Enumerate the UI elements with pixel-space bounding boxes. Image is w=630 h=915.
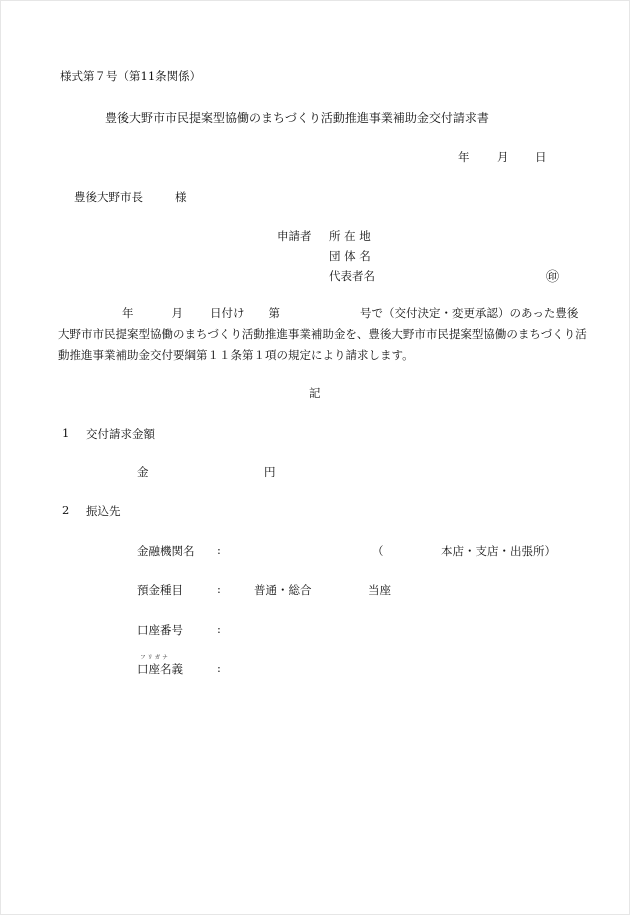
addressee-name: 豊後大野市長 — [74, 190, 143, 204]
section2-number: 2 — [62, 503, 70, 517]
body-month: 月 — [171, 306, 183, 320]
body-year: 年 — [122, 306, 134, 320]
body-text: 号で（交付決定・変更承認）のあった豊後大野市市民提案型協働のまちづくり活動推進事業補助金を、豊後大野市市民提案型協働のまちづくり活動推進事業補助金交付要綱第１１条第１項の規定により請求します。 — [58, 306, 587, 362]
representative-label: 代表者名 — [329, 269, 375, 283]
seal-mark: ㊞ — [546, 270, 560, 285]
amount-suffix: 円 — [264, 465, 276, 479]
account-name-label: 口座名義 — [137, 662, 183, 676]
account-number-colon: : — [217, 622, 221, 636]
form-number: 様式第７号（第11条関係） — [60, 69, 202, 83]
account-name-colon: : — [217, 661, 221, 675]
applicant-label: 申請者 — [277, 229, 312, 243]
addressee-honorific: 様 — [175, 190, 187, 204]
deposit-ordinary: 普通・総合 — [254, 583, 312, 597]
date-year: 年 — [458, 150, 470, 164]
request-paragraph — [58, 303, 588, 366]
deposit-label: 預金種目 — [137, 583, 183, 597]
organization-label: 団 体 名 — [329, 249, 371, 263]
body-date-suffix: 日付け — [210, 306, 245, 320]
date-day: 日 — [535, 150, 547, 164]
section1-heading: 交付請求金額 — [86, 427, 155, 441]
bank-colon: : — [217, 543, 221, 557]
section2-heading: 振込先 — [86, 504, 121, 518]
date-month: 月 — [497, 150, 509, 164]
deposit-colon: : — [217, 582, 221, 596]
section1-number: 1 — [62, 426, 70, 440]
account-name-furigana: フリガナ — [140, 655, 170, 661]
bank-label: 金融機関名 — [137, 544, 195, 558]
bank-branch-type: （ 本店・支店・出張所） — [372, 544, 556, 558]
account-number-label: 口座番号 — [137, 623, 183, 637]
ki-mark: 記 — [309, 386, 321, 400]
amount-prefix: 金 — [137, 465, 149, 479]
deposit-current: 当座 — [368, 583, 391, 597]
body-dai: 第 — [268, 306, 280, 320]
document-title: 豊後大野市市民提案型協働のまちづくり活動推進事業補助金交付請求書 — [105, 111, 489, 125]
address-label: 所 在 地 — [329, 229, 371, 243]
